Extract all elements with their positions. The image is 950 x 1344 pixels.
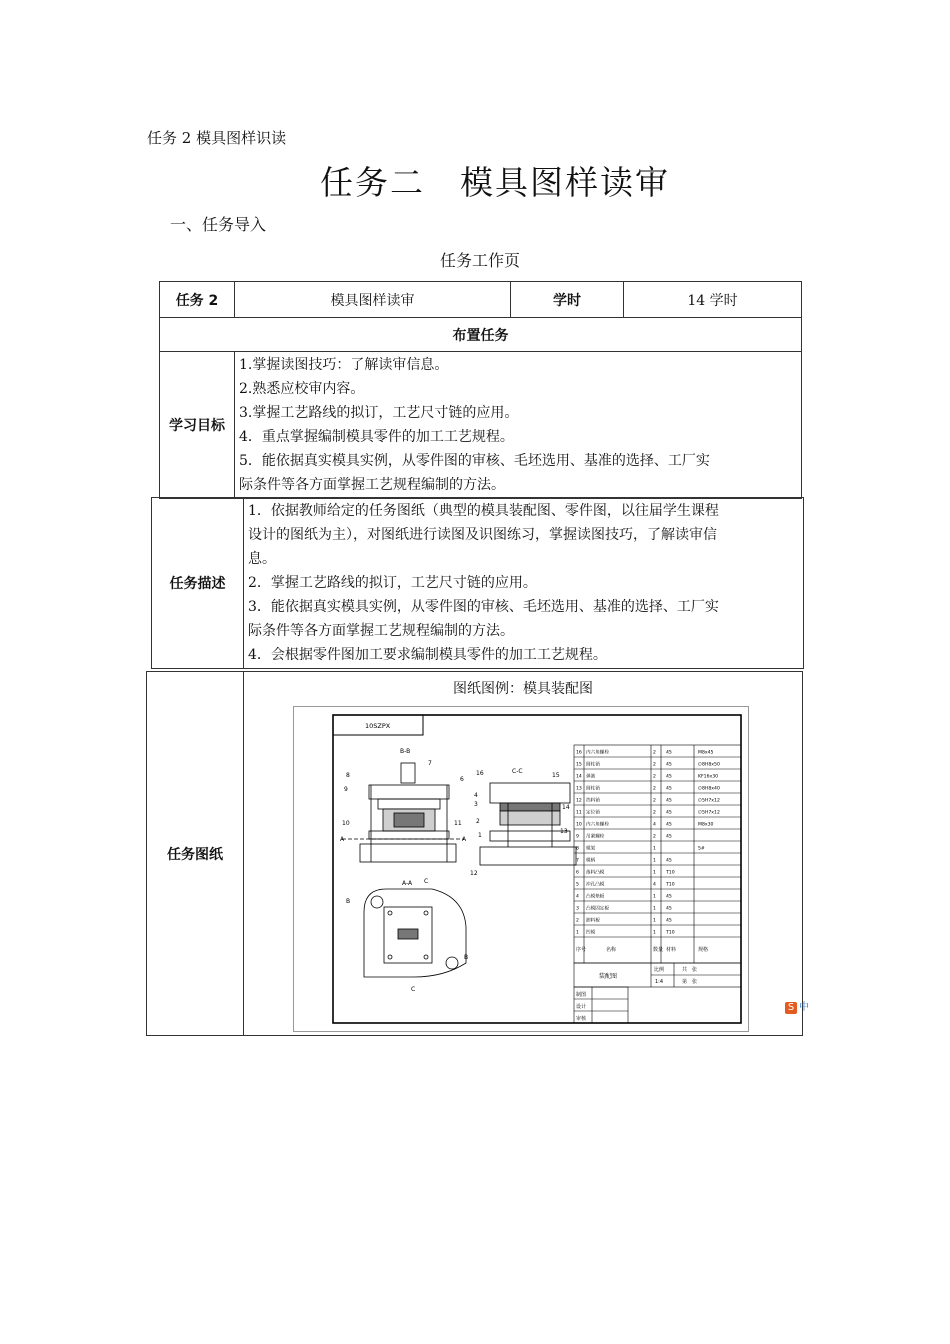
bom-cell: 1 bbox=[653, 906, 656, 912]
description-line: 2．掌握工艺路线的拟订，工艺尺寸链的应用。 bbox=[248, 575, 537, 591]
task-description-table bbox=[151, 497, 804, 669]
section-letter: C bbox=[424, 878, 429, 885]
callout: 11 bbox=[454, 820, 462, 827]
description-list bbox=[244, 498, 804, 669]
bom-cell: 凹模 bbox=[586, 930, 596, 936]
callout: 10 bbox=[342, 820, 350, 827]
description-line: 息。 bbox=[248, 551, 276, 567]
section-view-cc bbox=[480, 783, 576, 865]
worksheet-title: 任务工作页 bbox=[439, 251, 520, 270]
bom-cell: 弹簧 bbox=[586, 774, 596, 780]
bom-cell: 10 bbox=[576, 822, 582, 828]
callout: 7 bbox=[428, 760, 432, 767]
bom-header-cell: 规格 bbox=[698, 947, 709, 953]
bom-cell: 45 bbox=[666, 894, 672, 900]
goal-item: 4．重点掌握编制模具零件的加工工艺规程。 bbox=[239, 429, 514, 445]
bom-cell: 凸模垫板 bbox=[586, 894, 605, 900]
page-title: 任务二 模具图样读审 bbox=[320, 163, 670, 202]
bom-cell: 45 bbox=[666, 834, 672, 840]
callout: 13 bbox=[560, 828, 568, 835]
bom-cell: 圆柱销 bbox=[586, 786, 600, 792]
bom-cell: 13 bbox=[576, 786, 582, 792]
bom-cell: 卸料板 bbox=[586, 918, 600, 924]
description-line: 4．会根据零件图加工要求编制模具零件的加工工艺规程。 bbox=[248, 647, 607, 663]
bom-cell: 1 bbox=[653, 930, 656, 936]
title-block-name: 装配图 bbox=[599, 973, 618, 980]
bom-header-cell: 序号 bbox=[576, 947, 587, 953]
bom-cell: 12 bbox=[576, 798, 582, 804]
drawing-code: 10SZPX bbox=[365, 722, 391, 730]
bom-cell: 2 bbox=[653, 834, 656, 840]
assign-task-label: 布置任务 bbox=[160, 318, 802, 352]
bom-cell: 45 bbox=[666, 918, 672, 924]
bom-header-cell: 数量 bbox=[653, 947, 664, 953]
task-label: 任务 2 bbox=[160, 282, 235, 318]
callout: 16 bbox=[476, 770, 484, 777]
bom-cell: 内六角螺栓 bbox=[586, 750, 609, 756]
title-block-scale: 1:4 bbox=[655, 979, 664, 985]
bom-cell: KF16x30 bbox=[698, 774, 719, 780]
bom-cell: 5# bbox=[698, 846, 705, 852]
bom-cell: 45 bbox=[666, 750, 672, 756]
bom-cell: 模柄 bbox=[586, 858, 596, 864]
callout: 8 bbox=[346, 772, 350, 779]
bom-cell: M8x30 bbox=[698, 822, 714, 828]
section-letter: A bbox=[340, 836, 345, 843]
callout: 4 bbox=[474, 792, 478, 799]
section-heading: 一、任务导入 bbox=[170, 215, 267, 234]
bom-cell: 4 bbox=[653, 822, 656, 828]
bom-cell: ∅8H8x50 bbox=[698, 762, 720, 768]
section-view-bb bbox=[342, 763, 464, 862]
bom-cell: 3 bbox=[576, 906, 579, 912]
task-table-top bbox=[159, 281, 802, 499]
section-letter: A bbox=[462, 836, 467, 843]
ime-mode-text: 中 bbox=[799, 1002, 809, 1013]
task-name: 模具图样读审 bbox=[235, 282, 511, 318]
callout: 1 bbox=[478, 832, 482, 839]
title-block-scale-label: 比例 bbox=[654, 967, 665, 973]
bom-cell: 14 bbox=[576, 774, 582, 780]
bom-cell: T10 bbox=[666, 882, 675, 888]
bom-cell: 2 bbox=[576, 918, 579, 924]
section-letter: C bbox=[411, 986, 416, 993]
title-block-role: 制图 bbox=[576, 992, 587, 998]
bom-cell: ∅5H7x12 bbox=[698, 798, 720, 804]
bom-cell: ∅5H7x12 bbox=[698, 810, 720, 816]
bom-cell: 2 bbox=[653, 798, 656, 804]
bom-cell: T10 bbox=[666, 870, 675, 876]
bom-cell: 2 bbox=[653, 786, 656, 792]
bom-cell: 6 bbox=[576, 870, 579, 876]
bom-cell: 1 bbox=[653, 894, 656, 900]
bom-cell: 45 bbox=[666, 762, 672, 768]
callout: 2 bbox=[476, 818, 480, 825]
goal-item: 5．能依据真实模具实例，从零件图的审核、毛坯选用、基准的选择、工厂实 bbox=[239, 453, 710, 469]
hours-label: 学时 bbox=[511, 282, 624, 318]
bom-cell: 45 bbox=[666, 798, 672, 804]
bom-cell: 吊紧螺栓 bbox=[586, 834, 605, 840]
bom-cell: 挡料销 bbox=[586, 798, 600, 804]
plan-view-aa bbox=[364, 889, 469, 977]
goal-item: 际条件等各方面掌握工艺规程编制的方法。 bbox=[239, 477, 505, 493]
title-block-sheet-no: 第 张 bbox=[682, 979, 698, 985]
description-line: 设计的图纸为主），对图纸进行读图及识图练习，掌握读图技巧，了解读审信 bbox=[248, 527, 717, 543]
callout: 15 bbox=[552, 772, 560, 779]
hours-value: 14 学时 bbox=[624, 282, 802, 318]
bom-cell: 2 bbox=[653, 810, 656, 816]
document-header: 任务 2 模具图样识读 bbox=[147, 129, 287, 147]
bom-cell: 9 bbox=[576, 834, 579, 840]
bom-header-cell: 名称 bbox=[606, 947, 617, 953]
title-block-sheets-total: 共 张 bbox=[682, 967, 698, 973]
bom-cell: 11 bbox=[576, 810, 582, 816]
bom-cell: ∅8H8x40 bbox=[698, 786, 720, 792]
bom-cell: 45 bbox=[666, 858, 672, 864]
bom-cell: 2 bbox=[653, 762, 656, 768]
bom-cell: 1 bbox=[653, 858, 656, 864]
drawing-caption: 图纸图例：模具装配图 bbox=[453, 681, 593, 697]
section-letter: B bbox=[346, 898, 351, 905]
goals-list bbox=[235, 352, 802, 499]
bom-cell: 7 bbox=[576, 858, 579, 864]
drawing-label: 任务图纸 bbox=[147, 672, 244, 1036]
goal-item: 1.掌握读图技巧：了解读审信息。 bbox=[239, 357, 449, 373]
bom-cell: 4 bbox=[653, 882, 656, 888]
ime-indicator[interactable] bbox=[785, 998, 809, 1014]
description-line: 1．依据教师给定的任务图纸（典型的模具装配图、零件图，以往届学生课程 bbox=[248, 503, 719, 519]
bom-cell: 2 bbox=[653, 750, 656, 756]
goal-item: 3.掌握工艺路线的拟订，工艺尺寸链的应用。 bbox=[239, 405, 519, 421]
section-letter: B bbox=[464, 954, 469, 961]
bom-cell: T10 bbox=[666, 930, 675, 936]
label-cc: C-C bbox=[512, 768, 523, 775]
bom-cell: 内六角螺栓 bbox=[586, 822, 609, 828]
label-aa: A-A bbox=[402, 880, 413, 887]
bom-cell: 16 bbox=[576, 750, 582, 756]
callout: 6 bbox=[460, 776, 464, 783]
label-bb: B-B bbox=[400, 748, 411, 755]
bom-cell: 1 bbox=[653, 846, 656, 852]
bom-cell: 圆柱销 bbox=[586, 762, 600, 768]
goal-item: 2.熟悉应校审内容。 bbox=[239, 381, 365, 397]
bom-cell: 定位销 bbox=[586, 810, 600, 816]
sogou-icon: S bbox=[785, 1002, 797, 1014]
bom-cell: 45 bbox=[666, 786, 672, 792]
callout: 14 bbox=[562, 804, 570, 811]
callout: 9 bbox=[344, 786, 348, 793]
bom-cell: 4 bbox=[576, 894, 579, 900]
bom-header-cell: 材料 bbox=[666, 947, 677, 953]
bom-cell: 5 bbox=[576, 882, 579, 888]
bom-cell: 45 bbox=[666, 774, 672, 780]
bom-cell: 落料凸模 bbox=[586, 870, 605, 876]
callout: 12 bbox=[470, 870, 478, 877]
title-block-role: 审核 bbox=[576, 1016, 587, 1022]
bom-cell: 1 bbox=[653, 918, 656, 924]
description-line: 3．能依据真实模具实例，从零件图的审核、毛坯选用、基准的选择、工厂实 bbox=[248, 599, 719, 615]
description-label: 任务描述 bbox=[152, 498, 244, 669]
bom-cell: 1 bbox=[653, 870, 656, 876]
bom-cell: 冲孔凸模 bbox=[586, 882, 605, 888]
bom-cell: 45 bbox=[666, 810, 672, 816]
goals-label: 学习目标 bbox=[160, 352, 235, 499]
callout: 3 bbox=[474, 801, 478, 808]
bom-cell: M8x45 bbox=[698, 750, 714, 756]
bom-cell: 2 bbox=[653, 774, 656, 780]
bom-cell: 8 bbox=[576, 846, 579, 852]
assembly-drawing bbox=[293, 706, 749, 1032]
bom-cell: 45 bbox=[666, 906, 672, 912]
bom-cell: 1 bbox=[576, 930, 579, 936]
bom-cell: 45 bbox=[666, 822, 672, 828]
description-line: 际条件等各方面掌握工艺规程编制的方法。 bbox=[248, 623, 514, 639]
title-block-role: 设计 bbox=[576, 1004, 587, 1010]
bom-cell: 15 bbox=[576, 762, 582, 768]
bom-cell: 模架 bbox=[586, 846, 596, 852]
bom-cell: 凸模固定板 bbox=[586, 906, 609, 912]
